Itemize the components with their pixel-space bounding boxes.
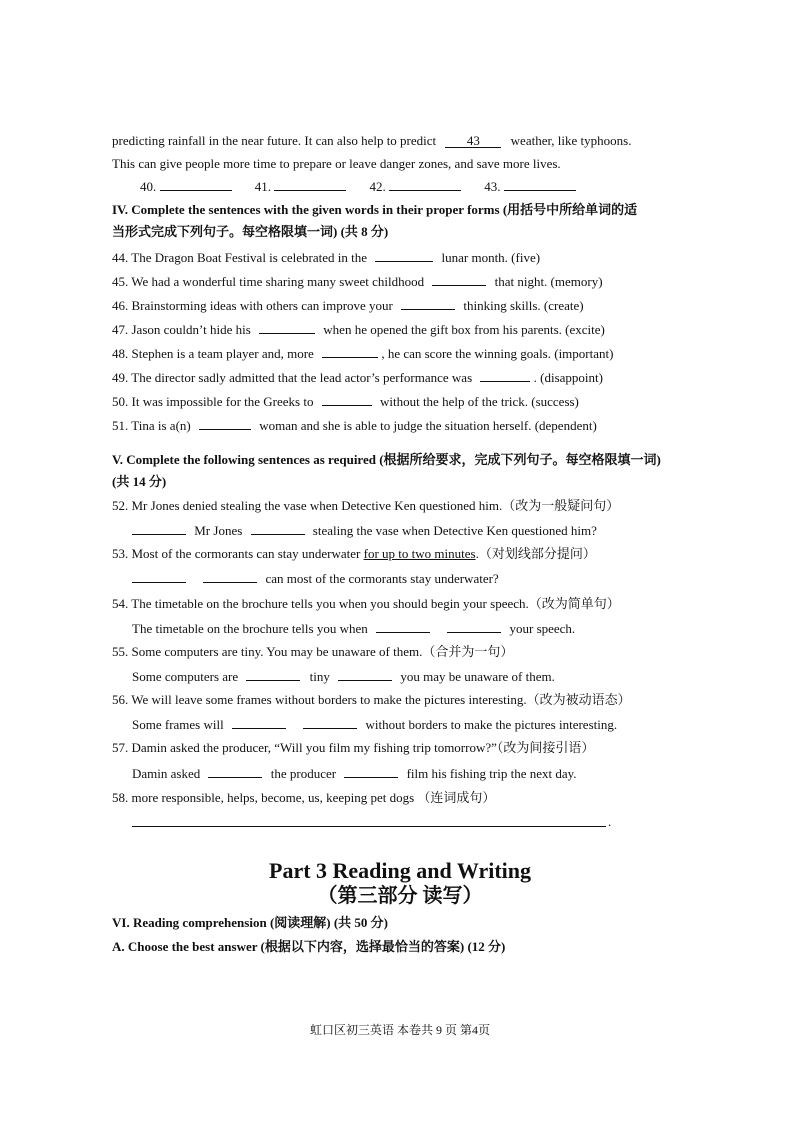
answer-blank[interactable] — [208, 765, 262, 778]
question-text: .（对划线部分提问） — [475, 546, 596, 561]
question-52: 52. Mr Jones denied stealing the vase when Detective Ken questioned him.（改为一般疑问句） — [112, 498, 620, 513]
underlined-text: for up to two minutes — [363, 546, 476, 561]
answer-blank[interactable] — [432, 273, 486, 286]
answer-52 — [132, 522, 597, 539]
answer-blank[interactable] — [259, 321, 315, 334]
answer-blank[interactable] — [376, 620, 430, 633]
answer-blank[interactable] — [132, 522, 186, 535]
question-text: when he opened the gift box from his parents. (excite) — [323, 322, 605, 337]
answer-blank[interactable] — [447, 620, 501, 633]
section-4-title: IV. Complete the sentences with the given words in their proper forms (用括号中所给单词的适 — [112, 202, 638, 217]
question-49 — [112, 369, 603, 386]
answer-line-58[interactable] — [132, 826, 606, 827]
answer-blank[interactable] — [199, 417, 251, 430]
answer-blank[interactable] — [203, 570, 257, 583]
answer-row — [140, 178, 576, 195]
question-text: , he can score the winning goals. (important) — [381, 346, 614, 361]
answer-blank[interactable] — [375, 249, 433, 262]
answer-text: you may be unaware of them. — [400, 669, 555, 684]
question-58: 58. more responsible, helps, become, us, keeping pet dogs （连词成句） — [112, 790, 496, 805]
answer-blank[interactable] — [246, 668, 300, 681]
answer-blank[interactable] — [132, 570, 186, 583]
answer-text: Mr Jones — [194, 523, 243, 538]
answer-blank[interactable] — [251, 522, 305, 535]
question-55: 55. Some computers are tiny. You may be unaware of them.（合并为一句） — [112, 644, 514, 659]
answer-text: can most of the cormorants stay underwater? — [265, 571, 499, 586]
passage-line-2: This can give people more time to prepare or leave danger zones, and save more lives. — [112, 156, 561, 171]
question-56: 56. We will leave some frames without borders to make the pictures interesting.（改为被动语态） — [112, 692, 631, 707]
answer-text: Damin asked — [132, 766, 201, 781]
answer-label: 43. — [484, 179, 501, 194]
question-text: lunar month. (five) — [441, 250, 541, 265]
section-4-title-cont: 当形式完成下列句子。每空格限填一词) (共 8 分) — [112, 224, 389, 239]
question-45 — [112, 273, 603, 290]
question-51 — [112, 417, 597, 434]
question-text: 47. Jason couldn’t hide his — [112, 322, 251, 337]
answer-text: The timetable on the brochure tells you when — [132, 621, 368, 636]
answer-54 — [132, 620, 575, 637]
answer-blank[interactable] — [480, 369, 530, 382]
answer-56 — [132, 716, 617, 733]
question-text: 46. Brainstorming ideas with others can improve your — [112, 298, 393, 313]
answer-label: 42. — [369, 179, 386, 194]
answer-blank[interactable] — [338, 668, 392, 681]
question-text: 45. We had a wonderful time sharing many sweet childhood — [112, 274, 425, 289]
answer-period: . — [608, 814, 612, 829]
blank-43[interactable]: 43 — [445, 133, 501, 148]
passage-text: predicting rainfall in the near future. It can also help to predict — [112, 133, 437, 148]
passage-text: weather, like typhoons. — [510, 133, 632, 148]
question-57: 57. Damin asked the producer, “Will you film my fishing trip tomorrow?”（改为间接引语） — [112, 740, 595, 755]
answer-57 — [132, 765, 577, 782]
answer-blank[interactable] — [344, 765, 398, 778]
answer-text: the producer — [270, 766, 337, 781]
part-3-subtitle: （第三部分 读写） — [317, 885, 483, 907]
answer-blank[interactable] — [401, 297, 455, 310]
answer-text: tiny — [309, 669, 330, 684]
question-text: 51. Tina is a(n) — [112, 418, 191, 433]
part-3-title: Part 3 Reading and Writing — [269, 858, 531, 883]
answer-blank[interactable] — [232, 716, 286, 729]
answer-label: 41. — [254, 179, 271, 194]
question-text: woman and she is able to judge the situation herself. (dependent) — [259, 418, 597, 433]
question-44 — [112, 249, 540, 266]
answer-text: film his fishing trip the next day. — [406, 766, 577, 781]
question-text: 44. The Dragon Boat Festival is celebrated in the — [112, 250, 367, 265]
answer-blank[interactable] — [322, 393, 372, 406]
question-text: . (disappoint) — [533, 370, 603, 385]
answer-text: your speech. — [509, 621, 576, 636]
answer-text: stealing the vase when Detective Ken questioned him? — [312, 523, 597, 538]
question-text: 50. It was impossible for the Greeks to — [112, 394, 314, 409]
section-6-sub-a: A. Choose the best answer (根据以下内容，选择最恰当的答案) (12 分) — [112, 939, 506, 954]
question-text: 49. The director sadly admitted that the lead actor’s performance was — [112, 370, 473, 385]
question-text: thinking skills. (create) — [463, 298, 584, 313]
question-text: without the help of the trick. (success) — [379, 394, 579, 409]
answer-blank[interactable] — [160, 178, 232, 191]
answer-blank[interactable] — [322, 345, 378, 358]
question-54: 54. The timetable on the brochure tells you when you should begin your speech.（改为简单句） — [112, 596, 620, 611]
passage-line-1 — [112, 133, 631, 149]
question-text: that night. (memory) — [494, 274, 603, 289]
answer-blank[interactable] — [389, 178, 461, 191]
section-5-title: V. Complete the following sentences as required (根据所给要求，完成下列句子。每空格限填一词) — [112, 452, 661, 467]
answer-text: Some computers are — [132, 669, 239, 684]
section-5-title-cont: (共 14 分) — [112, 474, 167, 489]
question-53 — [112, 546, 596, 562]
question-47 — [112, 321, 605, 338]
page-footer: 虹口区初三英语 本卷共 9 页 第4页 — [309, 1023, 490, 1037]
answer-blank[interactable] — [274, 178, 346, 191]
question-50 — [112, 393, 579, 410]
section-6-title: VI. Reading comprehension (阅读理解) (共 50 分) — [112, 915, 389, 930]
answer-53 — [132, 570, 499, 587]
answer-55 — [132, 668, 555, 685]
answer-blank[interactable] — [504, 178, 576, 191]
answer-text: without borders to make the pictures interesting. — [365, 717, 618, 732]
question-text: 48. Stephen is a team player and, more — [112, 346, 314, 361]
answer-label: 40. — [140, 179, 157, 194]
answer-blank[interactable] — [303, 716, 357, 729]
question-48 — [112, 345, 613, 362]
question-text: 53. Most of the cormorants can stay underwater — [112, 546, 364, 561]
answer-text: Some frames will — [132, 717, 224, 732]
question-46 — [112, 297, 584, 314]
